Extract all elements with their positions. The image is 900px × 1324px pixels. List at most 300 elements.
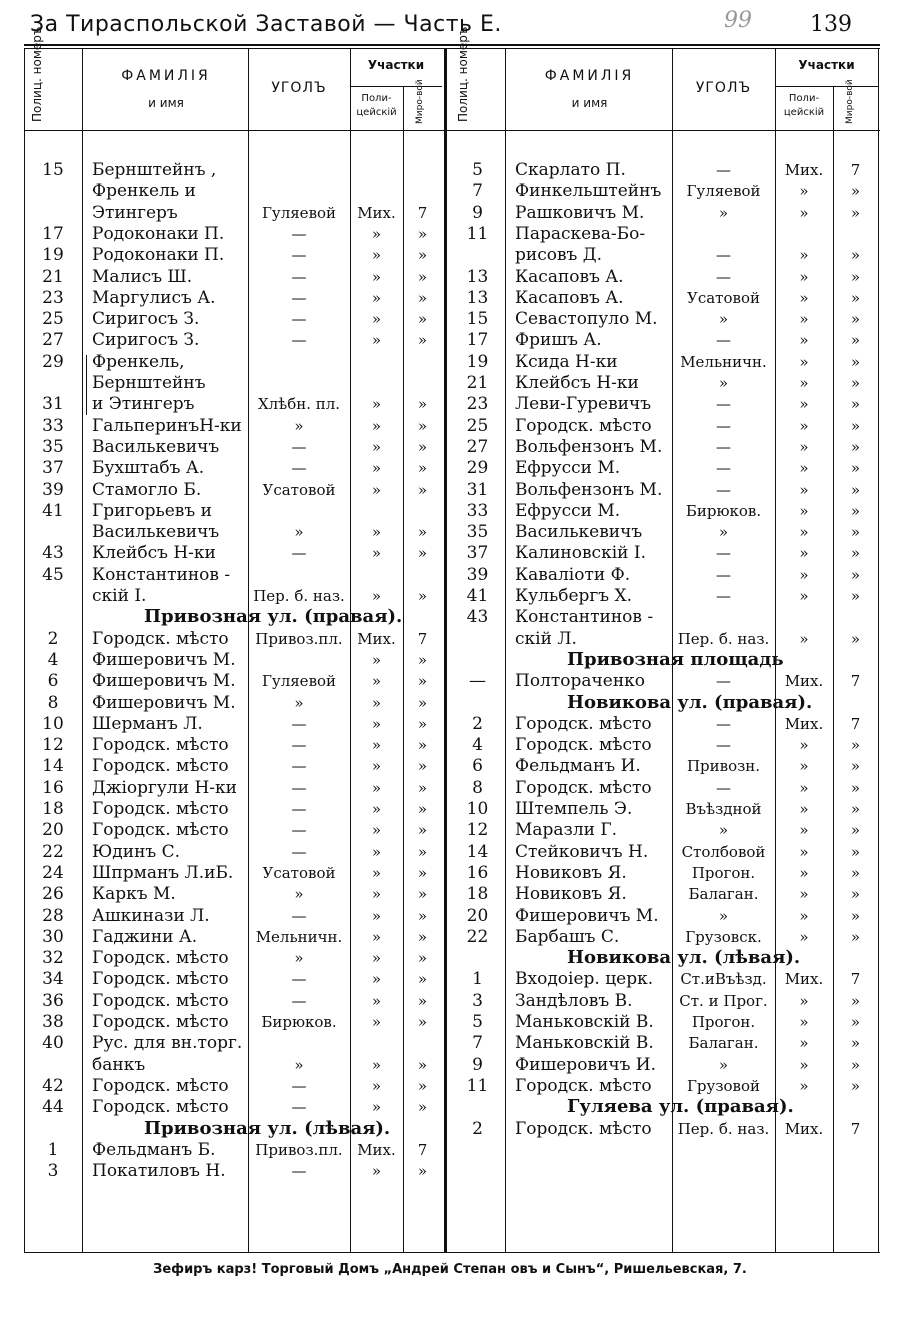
house-number: 27 bbox=[466, 436, 489, 457]
table-row bbox=[0, 991, 900, 1012]
owner-name: Френкель, bbox=[92, 351, 185, 372]
police-district: » bbox=[371, 842, 382, 861]
table-row bbox=[0, 906, 900, 927]
police-district: » bbox=[799, 1076, 809, 1095]
police-district: Мих. bbox=[357, 629, 396, 648]
police-district: Мих. bbox=[784, 714, 824, 733]
mirovoy-district: » bbox=[850, 821, 861, 840]
table-row bbox=[0, 1012, 900, 1033]
corner-street: » bbox=[718, 821, 729, 840]
owner-name: Стейковичъ Н. bbox=[515, 841, 649, 862]
owner-name: Зандѣловъ В. bbox=[515, 990, 633, 1011]
owner-name: Гаджини А. bbox=[92, 926, 198, 947]
advertisement-footer: Зефиръ карз! Торговый Домъ „Андрей Степан овъ и Сынъ“, Ришельевская, 7. bbox=[153, 1262, 747, 1277]
mirovoy-district: » bbox=[417, 395, 428, 414]
corner-header: УГОЛЪ bbox=[695, 80, 752, 96]
owner-name: Городск. мѣсто bbox=[515, 1118, 652, 1139]
owner-name: Городск. мѣсто bbox=[92, 756, 229, 777]
house-number: 40 bbox=[42, 1033, 64, 1054]
mirovoy-district: » bbox=[417, 1055, 428, 1074]
mirovoy-district: 7 bbox=[850, 970, 861, 989]
table-row bbox=[0, 245, 900, 266]
police-district: » bbox=[371, 885, 382, 904]
house-number: 20 bbox=[42, 820, 64, 841]
house-number: 37 bbox=[42, 458, 64, 479]
police-header: Поли-цейскій bbox=[783, 93, 825, 118]
police-district: » bbox=[371, 906, 382, 925]
corner-street: — bbox=[291, 1162, 307, 1181]
police-district: » bbox=[371, 224, 382, 243]
corner-street: Грузовой bbox=[686, 1076, 761, 1095]
owner-name: Городск. мѣсто bbox=[515, 777, 652, 798]
corner-street: — bbox=[291, 544, 307, 563]
corner-street: » bbox=[294, 949, 304, 968]
page-number: 139 bbox=[810, 12, 852, 37]
owner-name: Городск. мѣсто bbox=[92, 628, 229, 649]
table-row bbox=[0, 565, 900, 586]
house-number: 9 bbox=[472, 202, 483, 223]
mirovoy-district: » bbox=[850, 863, 861, 882]
house-number: 17 bbox=[466, 330, 489, 351]
owner-name: Городск. мѣсто bbox=[92, 1075, 229, 1096]
police-district: » bbox=[371, 650, 382, 669]
corner-street: Ст. и Прог. bbox=[679, 991, 768, 1010]
header-bottom-rule bbox=[24, 130, 880, 131]
section-heading: Привозная площадь bbox=[567, 648, 784, 670]
corner-street: Балаган. bbox=[688, 1034, 759, 1053]
owner-name: скій I. bbox=[92, 586, 147, 606]
table-row bbox=[0, 1140, 900, 1161]
top-rule-thin bbox=[24, 48, 880, 49]
corner-street: Пер. б. наз. bbox=[677, 629, 770, 648]
districts-rule-right bbox=[775, 86, 878, 87]
police-district: » bbox=[799, 203, 809, 222]
page-title: За Тираспольской Заставой — Часть Е. bbox=[30, 12, 502, 37]
corner-street: Въѣздной bbox=[685, 800, 762, 818]
mirovoy-district: 7 bbox=[850, 672, 861, 691]
corner-street: Мельничн. bbox=[255, 927, 343, 946]
table-row bbox=[0, 203, 900, 224]
corner-street: » bbox=[718, 523, 729, 542]
table-row bbox=[0, 330, 900, 351]
table-row bbox=[0, 884, 900, 905]
mirovoy-district: » bbox=[417, 842, 428, 861]
owner-name: Френкель и bbox=[92, 181, 196, 202]
owner-name: Василькевичъ bbox=[515, 522, 643, 543]
mirovoy-district: 7 bbox=[850, 161, 861, 179]
owner-name: Севастопуло М. bbox=[515, 309, 658, 330]
mirovoy-district: » bbox=[417, 288, 428, 307]
mirovoy-district: » bbox=[850, 395, 861, 414]
corner-street: Хлѣбн. пл. bbox=[257, 395, 341, 414]
owner-name: Каваліоти Ф. bbox=[515, 564, 631, 585]
house-number: 39 bbox=[466, 564, 489, 585]
corner-street: Гуляевой bbox=[261, 203, 337, 222]
corner-street: — bbox=[716, 161, 731, 179]
owner-name: и Этингеръ bbox=[92, 394, 195, 415]
owner-name: Маньковскій В. bbox=[515, 1033, 654, 1054]
house-number: 8 bbox=[47, 692, 59, 713]
house-number: 19 bbox=[42, 245, 64, 266]
districts-header: Участки bbox=[367, 58, 425, 72]
corner-street: — bbox=[716, 672, 731, 691]
police-district: » bbox=[799, 800, 809, 818]
police-district: » bbox=[371, 1013, 382, 1031]
corner-street: — bbox=[716, 736, 731, 755]
police-district: » bbox=[799, 331, 809, 350]
police-number-header: Полиц. номеръ bbox=[30, 26, 44, 122]
house-number: 27 bbox=[42, 330, 64, 351]
police-district: » bbox=[371, 1098, 382, 1117]
mirovoy-district: » bbox=[850, 267, 861, 286]
mirovoy-district: » bbox=[417, 587, 428, 605]
owner-name: Маргулисъ А. bbox=[92, 287, 216, 308]
table-row bbox=[0, 799, 900, 820]
corner-street: — bbox=[291, 800, 307, 818]
owner-name: скій Л. bbox=[515, 628, 577, 649]
mirovoy-district: » bbox=[850, 416, 861, 435]
house-number: 22 bbox=[466, 926, 489, 947]
mirovoy-district: 7 bbox=[417, 629, 428, 648]
police-district: » bbox=[371, 288, 382, 307]
police-district: » bbox=[371, 331, 382, 350]
mirovoy-district: » bbox=[417, 693, 428, 712]
corner-street: — bbox=[291, 778, 307, 797]
owner-name: банкъ bbox=[92, 1054, 146, 1075]
mirovoy-district: » bbox=[850, 778, 861, 797]
house-number: 25 bbox=[466, 415, 489, 436]
page-header bbox=[30, 8, 870, 42]
corner-street: — bbox=[291, 736, 307, 755]
first-name-header: и имя bbox=[571, 96, 608, 110]
house-number: 35 bbox=[42, 436, 64, 457]
owner-name: Городск. мѣсто bbox=[515, 1075, 652, 1096]
mirovoy-district: » bbox=[850, 374, 861, 392]
mirovoy-district: » bbox=[850, 246, 861, 265]
mirovoy-district: » bbox=[417, 331, 428, 350]
police-district: » bbox=[371, 693, 382, 712]
table-row bbox=[0, 1119, 900, 1140]
corner-street: » bbox=[294, 523, 304, 542]
mirovoy-district: » bbox=[417, 949, 428, 968]
table-row bbox=[0, 863, 900, 884]
mirovoy-district: » bbox=[850, 1076, 861, 1095]
police-district: » bbox=[371, 416, 382, 435]
table-row bbox=[0, 522, 900, 543]
mirovoy-district: » bbox=[850, 480, 861, 499]
house-number: 21 bbox=[42, 266, 64, 287]
police-district: » bbox=[371, 246, 382, 265]
police-district: Мих. bbox=[784, 970, 824, 989]
police-district: » bbox=[799, 927, 809, 946]
corner-street: — bbox=[716, 480, 731, 499]
mirovoy-district: » bbox=[417, 523, 428, 542]
police-district: » bbox=[799, 480, 809, 499]
table-row bbox=[0, 1161, 900, 1182]
mirovoy-district: » bbox=[417, 1076, 428, 1095]
mirovoy-district: » bbox=[417, 970, 428, 989]
owner-name: Малисъ Ш. bbox=[92, 266, 193, 287]
house-number: 16 bbox=[466, 862, 489, 883]
corner-street: » bbox=[718, 374, 729, 392]
table-row bbox=[0, 1076, 900, 1097]
mirovoy-district: 7 bbox=[850, 1119, 861, 1138]
house-number: 13 bbox=[466, 266, 489, 287]
house-number: 26 bbox=[42, 884, 64, 905]
corner-street: » bbox=[294, 416, 304, 435]
table-row bbox=[0, 437, 900, 458]
house-number: 22 bbox=[42, 841, 64, 862]
police-district: » bbox=[799, 437, 809, 456]
owner-name: Барбашъ С. bbox=[515, 926, 620, 947]
mirovoy-district: » bbox=[850, 629, 861, 648]
corner-street: » bbox=[718, 906, 729, 925]
house-number: 15 bbox=[466, 309, 489, 330]
house-number: 24 bbox=[42, 862, 64, 883]
table-row bbox=[0, 543, 900, 564]
owner-name: Касаповъ А. bbox=[515, 287, 624, 308]
house-number: 6 bbox=[472, 756, 483, 777]
police-district: » bbox=[371, 927, 382, 946]
police-district: » bbox=[799, 565, 809, 584]
house-number: — bbox=[469, 671, 486, 692]
owner-name: Новиковъ Я. bbox=[515, 884, 627, 905]
owner-name: Фишеровичъ М. bbox=[92, 649, 236, 670]
house-number: 20 bbox=[466, 905, 489, 926]
police-district: » bbox=[799, 1013, 809, 1031]
owner-name: Городск. мѣсто bbox=[92, 969, 229, 990]
house-number: 3 bbox=[472, 990, 483, 1011]
police-district: » bbox=[799, 821, 809, 840]
corner-street: — bbox=[716, 587, 731, 605]
table-row bbox=[0, 480, 900, 501]
bottom-rule bbox=[24, 1252, 880, 1253]
mirovoy-district: » bbox=[417, 1162, 428, 1181]
owner-name: Параскева-Бо- bbox=[515, 223, 646, 244]
table-row bbox=[0, 778, 900, 799]
corner-street: — bbox=[291, 1098, 307, 1117]
mirovoy-district: » bbox=[417, 863, 428, 882]
table-row bbox=[0, 969, 900, 990]
mirovoy-district: » bbox=[850, 501, 861, 520]
corner-street: Ст.иВъѣзд. bbox=[680, 970, 767, 989]
corner-street: — bbox=[716, 395, 731, 414]
police-district: » bbox=[799, 885, 809, 904]
corner-street: — bbox=[291, 906, 307, 925]
police-district: » bbox=[371, 863, 382, 882]
table-row bbox=[0, 1055, 900, 1076]
table-row bbox=[0, 181, 900, 202]
mirovoy-district: » bbox=[850, 800, 861, 818]
owner-name: Бухштабъ А. bbox=[92, 458, 205, 479]
mirovoy-district: » bbox=[417, 885, 428, 904]
corner-street: » bbox=[718, 310, 729, 329]
police-header: Поли-цейскій bbox=[356, 93, 397, 118]
mirovoy-district: » bbox=[417, 224, 428, 243]
corner-street: Мельничн. bbox=[680, 352, 767, 371]
table-row bbox=[0, 458, 900, 479]
house-number: 5 bbox=[472, 1012, 483, 1032]
corner-street: Балаган. bbox=[688, 885, 759, 904]
corner-street: Привозн. bbox=[686, 757, 761, 776]
mirovoy-district: » bbox=[417, 927, 428, 946]
owner-name: Кульбергъ Х. bbox=[515, 586, 633, 606]
corner-header: УГОЛЪ bbox=[271, 80, 327, 96]
house-number: 19 bbox=[466, 351, 489, 372]
house-number: 31 bbox=[42, 394, 64, 415]
owner-name: Стамогло Б. bbox=[92, 479, 202, 500]
table-row bbox=[0, 714, 900, 735]
table-row bbox=[0, 927, 900, 948]
corner-street: — bbox=[291, 267, 307, 286]
corner-street: » bbox=[294, 1055, 304, 1074]
house-number: 4 bbox=[47, 649, 59, 670]
owner-name: Полтораченко bbox=[515, 671, 646, 692]
corner-street: — bbox=[716, 714, 731, 733]
table-row bbox=[0, 394, 900, 415]
police-district: » bbox=[371, 714, 382, 733]
mirovoy-district: » bbox=[850, 523, 861, 542]
mirovoy-district: » bbox=[850, 906, 861, 925]
mirovoy-district: » bbox=[850, 182, 861, 201]
owner-name: Скарлато П. bbox=[515, 160, 626, 180]
table-row bbox=[0, 756, 900, 777]
owner-name: Калиновскій I. bbox=[515, 543, 646, 564]
police-district: » bbox=[799, 587, 809, 605]
section-heading: Гуляева ул. (правая). bbox=[567, 1096, 794, 1118]
owner-name: Шпрманъ Л.иБ. bbox=[92, 862, 234, 883]
house-number: 32 bbox=[42, 948, 64, 969]
mirovoy-district: » bbox=[417, 480, 428, 499]
owner-name: Маразли Г. bbox=[515, 820, 618, 841]
house-number: 4 bbox=[472, 735, 483, 756]
owner-name: Фельдманъ Б. bbox=[92, 1139, 216, 1160]
house-number: 8 bbox=[472, 777, 483, 798]
house-number: 14 bbox=[466, 841, 489, 862]
owner-name: Вольфензонъ М. bbox=[515, 436, 663, 457]
house-number: 10 bbox=[466, 799, 489, 819]
house-number: 6 bbox=[47, 671, 59, 692]
mirovoy-district: » bbox=[417, 778, 428, 797]
corner-street: Усатовой bbox=[687, 288, 760, 307]
house-number: 14 bbox=[42, 756, 64, 777]
mirovoy-district: » bbox=[850, 544, 861, 563]
owner-name: Городск. мѣсто bbox=[92, 948, 229, 969]
police-district: » bbox=[371, 587, 382, 605]
mirovoy-district: » bbox=[417, 906, 428, 925]
house-number: 1 bbox=[47, 1139, 59, 1160]
police-district: » bbox=[799, 1034, 809, 1053]
police-district: » bbox=[799, 374, 809, 392]
mirovoy-district: » bbox=[850, 352, 861, 371]
house-number: 41 bbox=[42, 500, 64, 521]
table-row bbox=[0, 1033, 900, 1054]
owner-name: Фишеровичъ И. bbox=[515, 1054, 657, 1075]
corner-street: — bbox=[716, 544, 731, 563]
corner-street: Привоз.пл. bbox=[255, 629, 343, 648]
house-number: 30 bbox=[42, 926, 64, 947]
owner-name: Фишеровичъ М. bbox=[92, 692, 236, 713]
house-number: 11 bbox=[466, 1075, 489, 1096]
corner-street: » bbox=[718, 1055, 729, 1074]
mirovoy-district: » bbox=[850, 331, 861, 350]
police-district: » bbox=[371, 395, 382, 414]
table-row bbox=[0, 842, 900, 863]
police-district: » bbox=[371, 736, 382, 755]
corner-street: — bbox=[291, 437, 307, 456]
house-number: 29 bbox=[42, 351, 64, 372]
corner-street: » bbox=[294, 885, 304, 904]
corner-street: — bbox=[716, 778, 731, 797]
owner-name: Шерманъ Л. bbox=[92, 713, 203, 734]
house-number: 7 bbox=[472, 1033, 483, 1054]
house-number: 1 bbox=[472, 969, 483, 990]
owner-name: Григорьевъ и bbox=[92, 500, 212, 521]
house-number: 23 bbox=[466, 394, 489, 415]
owner-name: Штемпель Э. bbox=[515, 799, 633, 819]
corner-street: — bbox=[291, 991, 307, 1010]
corner-street: Усатовой bbox=[262, 863, 336, 882]
corner-street: — bbox=[291, 288, 307, 307]
owner-name: Константинов - bbox=[515, 607, 654, 628]
police-district: » bbox=[371, 310, 382, 329]
house-number: 16 bbox=[42, 777, 64, 798]
police-district: Мих. bbox=[357, 203, 396, 222]
corner-street: — bbox=[291, 970, 307, 989]
police-number-header: Полиц. номеръ bbox=[456, 26, 470, 122]
owner-name: Клейбсъ Н-ки bbox=[92, 543, 216, 564]
police-district: » bbox=[371, 672, 382, 691]
mirovoy-district: 7 bbox=[417, 1140, 428, 1159]
owner-name: Фельдманъ И. bbox=[515, 756, 641, 777]
mirovoy-district: » bbox=[850, 203, 861, 222]
house-number: 39 bbox=[42, 479, 64, 500]
police-district: » bbox=[799, 459, 809, 478]
police-district: » bbox=[799, 267, 809, 286]
house-number: 43 bbox=[466, 607, 489, 628]
mirovoy-district: » bbox=[850, 587, 861, 605]
mirovoy-district: » bbox=[850, 1013, 861, 1031]
corner-street: — bbox=[291, 842, 307, 861]
owner-name: Ашкинази Л. bbox=[92, 905, 210, 926]
police-district: Мих. bbox=[784, 1119, 824, 1138]
table-row bbox=[0, 671, 900, 692]
mirovoy-district: » bbox=[850, 437, 861, 456]
police-district: » bbox=[371, 1162, 382, 1181]
owner-name: Городск. мѣсто bbox=[92, 1012, 229, 1032]
section-heading: Привозная ул. (правая). bbox=[144, 606, 403, 628]
house-number: 11 bbox=[466, 223, 489, 244]
corner-street: Пер. б. наз. bbox=[253, 587, 345, 605]
mirovoy-district: 7 bbox=[417, 203, 428, 222]
house-number: 17 bbox=[42, 223, 64, 244]
owner-name: Джіоргули Н-ки bbox=[92, 777, 237, 798]
house-number: 7 bbox=[472, 181, 483, 202]
house-number: 37 bbox=[466, 543, 489, 564]
corner-street: Прогон. bbox=[691, 1013, 756, 1031]
table-row bbox=[0, 629, 900, 650]
police-district: » bbox=[799, 991, 809, 1010]
corner-street: Бирюков. bbox=[261, 1013, 337, 1031]
police-district: » bbox=[371, 437, 382, 456]
owner-name: Леви-Гуревичъ bbox=[515, 394, 652, 415]
owner-name: Ксида Н-ки bbox=[515, 351, 618, 372]
house-number: 21 bbox=[466, 373, 489, 393]
mirovoy-district: » bbox=[850, 757, 861, 776]
mirovoy-district: » bbox=[850, 991, 861, 1010]
owner-name: Вольфензонъ М. bbox=[515, 479, 663, 500]
mirovoy-district: » bbox=[417, 757, 428, 776]
